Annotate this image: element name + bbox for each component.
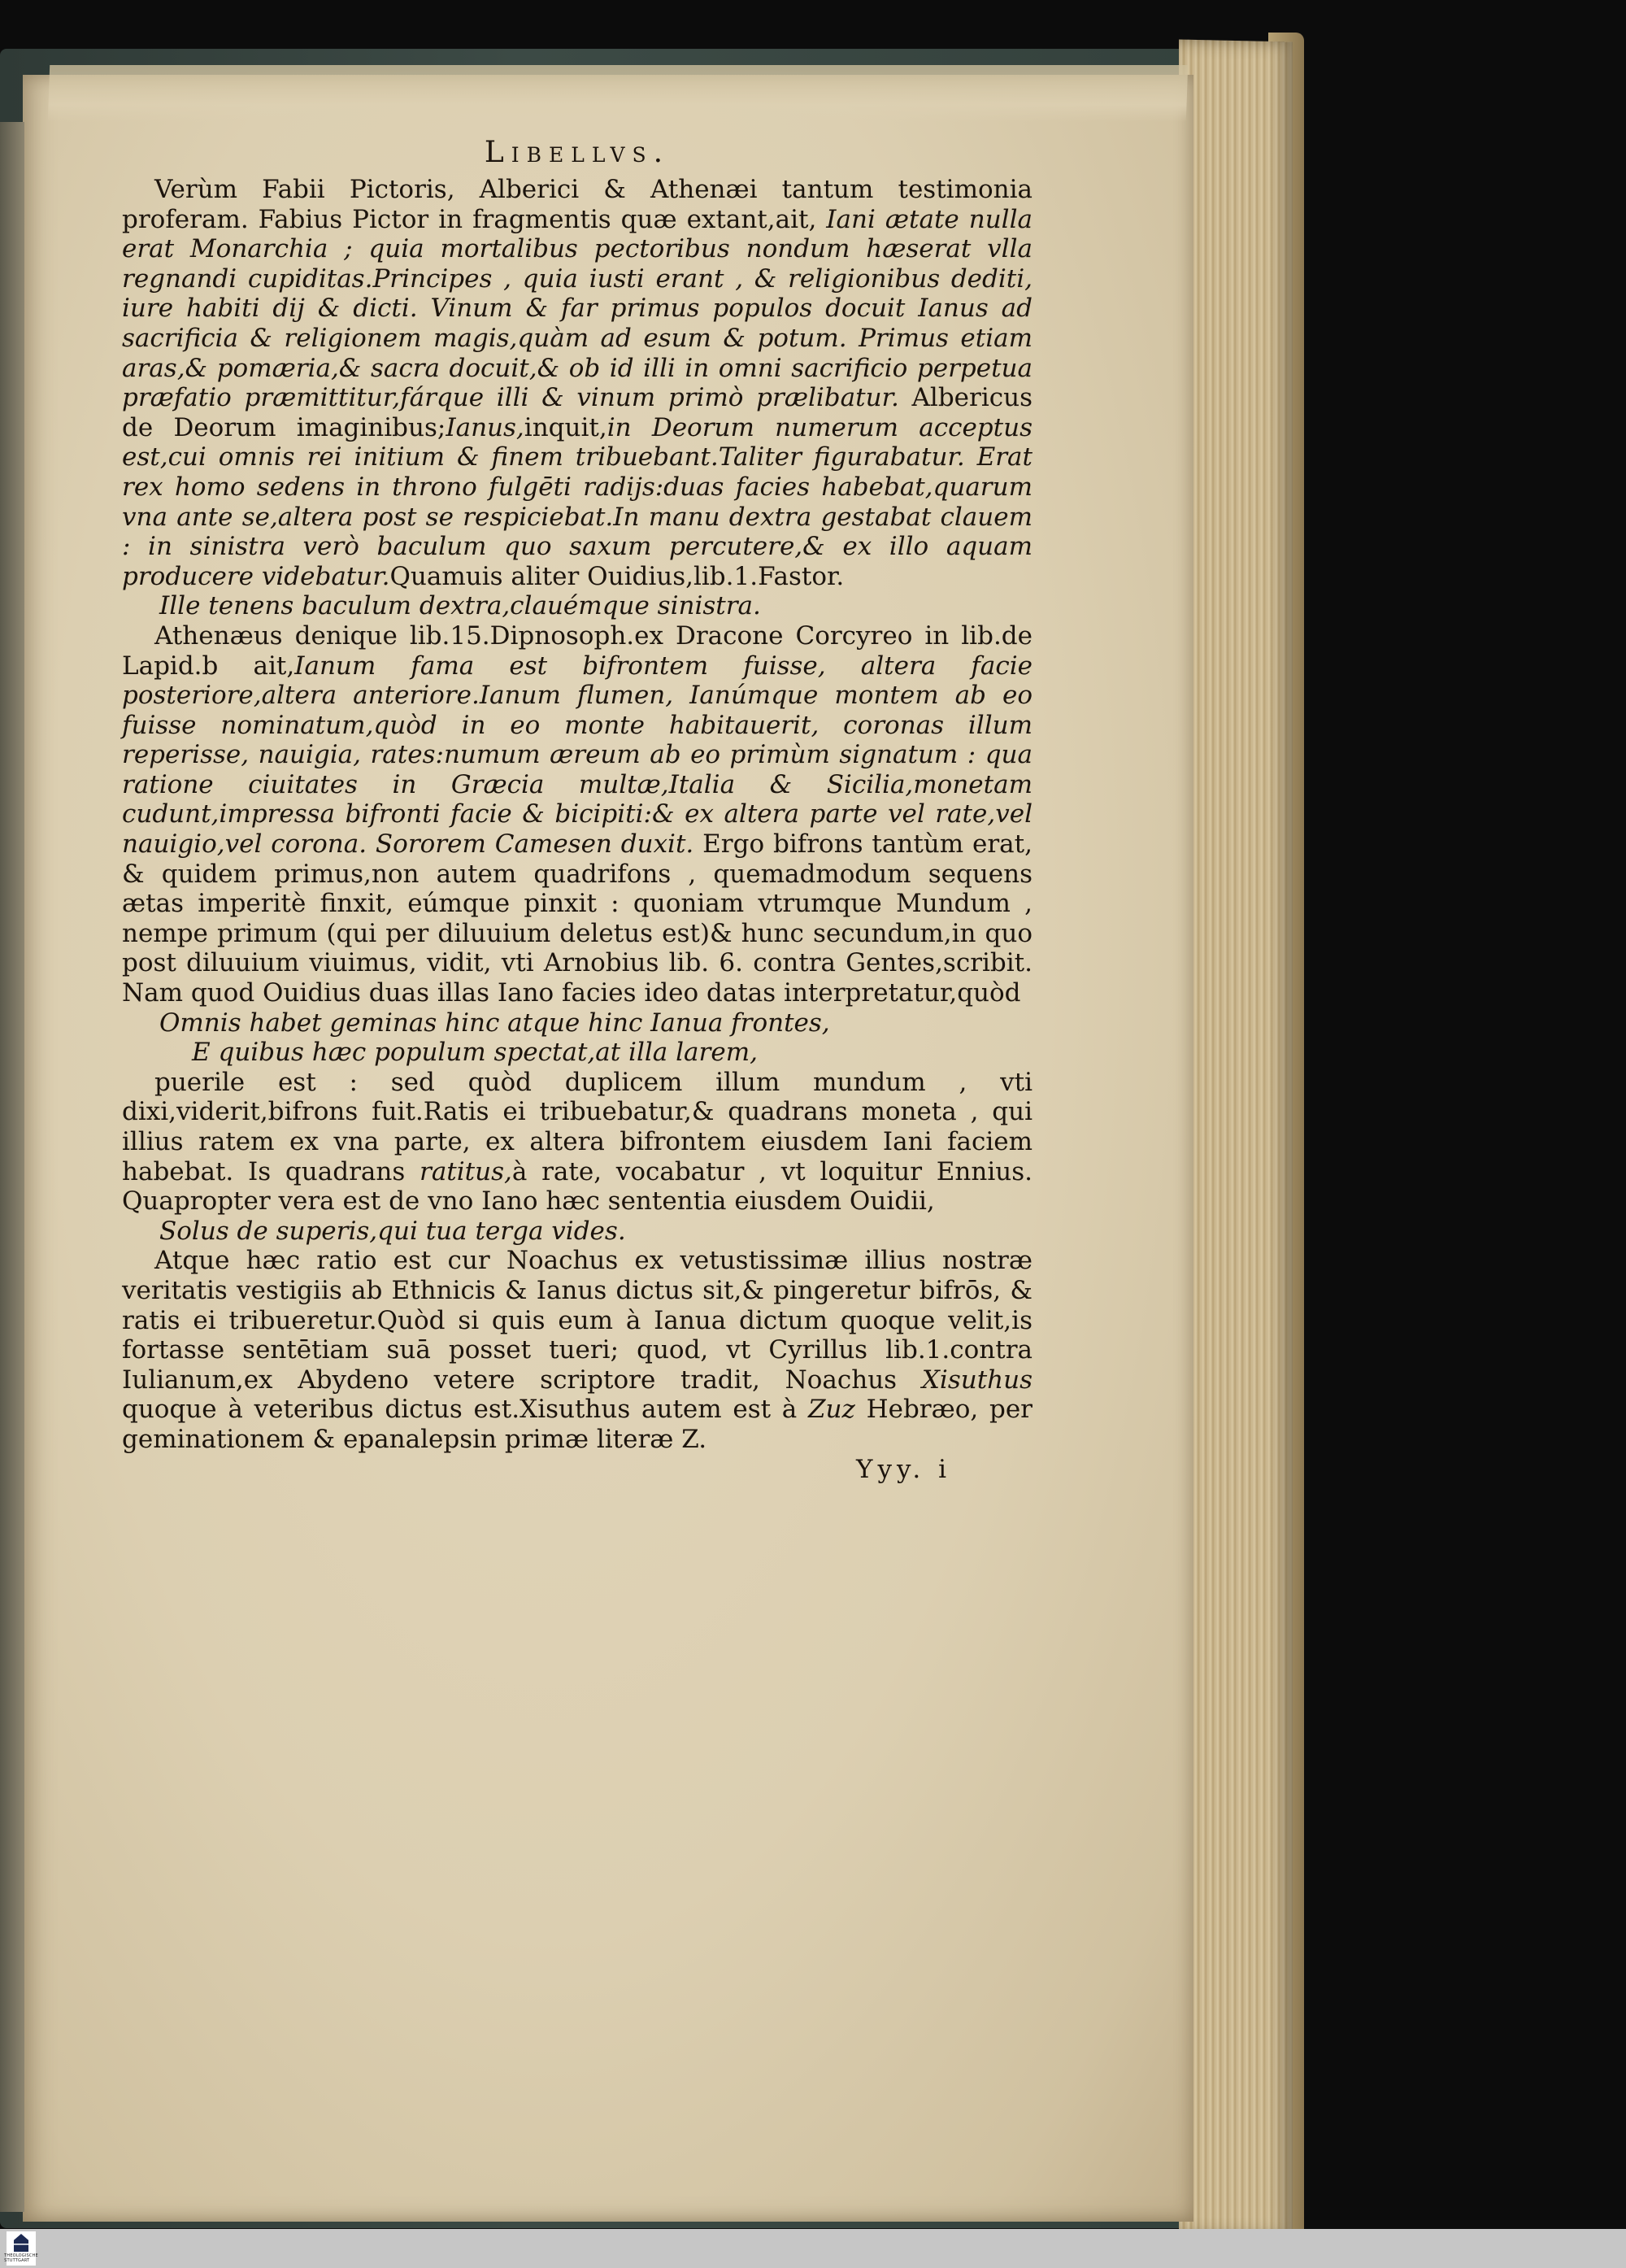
page-fore-edge (1179, 40, 1293, 2238)
text-run: inquit, (524, 412, 607, 442)
logo-text: THEOLOGISCHE STUTTGART (4, 2253, 38, 2263)
quote-run: in Deorum numerum acceptus est,cui omnis rei initium & finem tribuebant.Taliter figurabatur. Erat rex homo sedens in throno fulgēti radijs:duas facies habebat,quarum vna ante se,altera post se respiciebat.In manu dextra gestabat clauem : in sinistra verò baculum quo saxum percutere,& ex illo aquam producere videbatur. (122, 412, 1033, 591)
text-run: Quamuis aliter Ouidius,lib.1.Fastor. (389, 561, 845, 591)
text-run: Albericus de Deorum imaginibus; (122, 383, 1033, 442)
library-logo (4, 2231, 38, 2266)
paragraph-3 (122, 1068, 1033, 1217)
paragraph-4 (122, 1246, 1033, 1454)
page-gutter (0, 122, 24, 2212)
verse-line: Omnis habet geminas hinc atque hinc Ianua frontes, (159, 1008, 830, 1038)
signature-mark: Yyy. i (856, 1454, 951, 1484)
page-top-edge (48, 65, 1188, 122)
quote-run: Iani ætate nulla erat Monarchia ; quia mortalibus pectoribus nondum hæserat vlla regnandi cupiditas.Principes , quia iusti erant , & religionibus dediti, iure habiti dij & dicti. Vinum & far primus populos docuit Ianus ad sacrificia & religionem magis,quàm ad esum & potum. Primus etiam aras,& pomæria,& sacra docuit,& ob id illi in omni sacrificio perpetua præfatio præmittitur,fárque illi & vinum primò prælibatur. (122, 204, 1033, 413)
paragraph-1 (122, 175, 1033, 591)
running-header: Libellvs. (484, 136, 671, 169)
quote-run: Ianus, (446, 412, 524, 442)
paragraph-2 (122, 621, 1033, 1008)
quote-run: Xisuthus (921, 1365, 1033, 1395)
page-text (122, 134, 1033, 1484)
quote-run: Zuz (808, 1395, 855, 1425)
text-run: puerile est : sed quòd duplicem illum mundum , vti dixi,viderit,bifrons fuit.Ratis ei tribuebatur,& quadrans moneta , qui illius ratem ex vna parte, ex altera bifrontem eiusdem Iani faciem habebat. Is quadrans (122, 1067, 1033, 1186)
text-run: Ergo bifrons tantùm erat, & quidem primus,non autem quadrifons , quemadmodum sequens ætas imperitè finxit, eúmque pinxit : quoniam vtrumque Mundum , nempe primum (qui per diluuium deletus est)& hunc secundum,in quo post diluuium viuimus, vidit, vti Arnobius lib. 6. contra Gentes,scribit. Nam quod Ouidius duas illas Iano facies ideo datas interpretatur,quòd (122, 829, 1033, 1008)
quote-run: ratitus, (420, 1156, 512, 1186)
text-run: à rate, vocabatur , vt loquitur Ennius. Quapropter vera est de vno Iano hæc sententia eiusdem Ouidii, (122, 1156, 1033, 1217)
text-run: Atque hæc ratio est cur Noachus ex vetustissimæ illius nostræ veritatis vestigiis ab Ethnicis & Ianus dictus sit,& pingeretur bifrōs, & ratis ei tribueretur.Quòd si quis eum à Ianua dictum quoque velit,is fortasse sentētiam suā posset tueri; quod, vt Cyrillus lib.1.contra Iulianum,ex Abydeno vetere scriptore tradit, Noachus (122, 1246, 1033, 1395)
text-run: Athenæus denique lib.15.Dipnosoph.ex Dracone Corcyreo in lib.de Lapid.b ait, (122, 620, 1033, 681)
library-logo-icon (14, 2234, 28, 2252)
text-run: Hebræo, per geminationem & epanalepsin primæ literæ Z. (122, 1395, 1033, 1454)
text-run: quoque à veteribus dictus est.Xisuthus autem est à (122, 1395, 808, 1425)
footer-bar (0, 2229, 1626, 2268)
verse-line: Ille tenens baculum dextra,clauémque sinistra. (159, 591, 761, 621)
text-run: Verùm Fabii Pictoris, Alberici & Athenæi tantum testimonia proferam. Fabius Pictor in fragmentis quæ extant,ait, (122, 175, 1033, 234)
verse-line: E quibus hæc populum spectat,at illa larem, (192, 1038, 758, 1068)
quote-run: Ianum fama est bifrontem fuisse, altera facie posteriore,altera anteriore.Ianum flumen, Ianúmque montem ab eo fuisse nominatum,quòd in eo monte habitauerit, coronas illum reperisse, nauigia, rates:numum æreum ab eo primùm signatum : qua ratione ciuitates in Græcia multæ,Italia & Sicilia,monetam cudunt,impressa bifronti facie & bicipiti:& ex altera parte vel rate,vel nauigio,vel corona. Sororem Camesen duxit. (122, 651, 1033, 860)
verse-line: Solus de superis,qui tua terga vides. (159, 1216, 626, 1246)
